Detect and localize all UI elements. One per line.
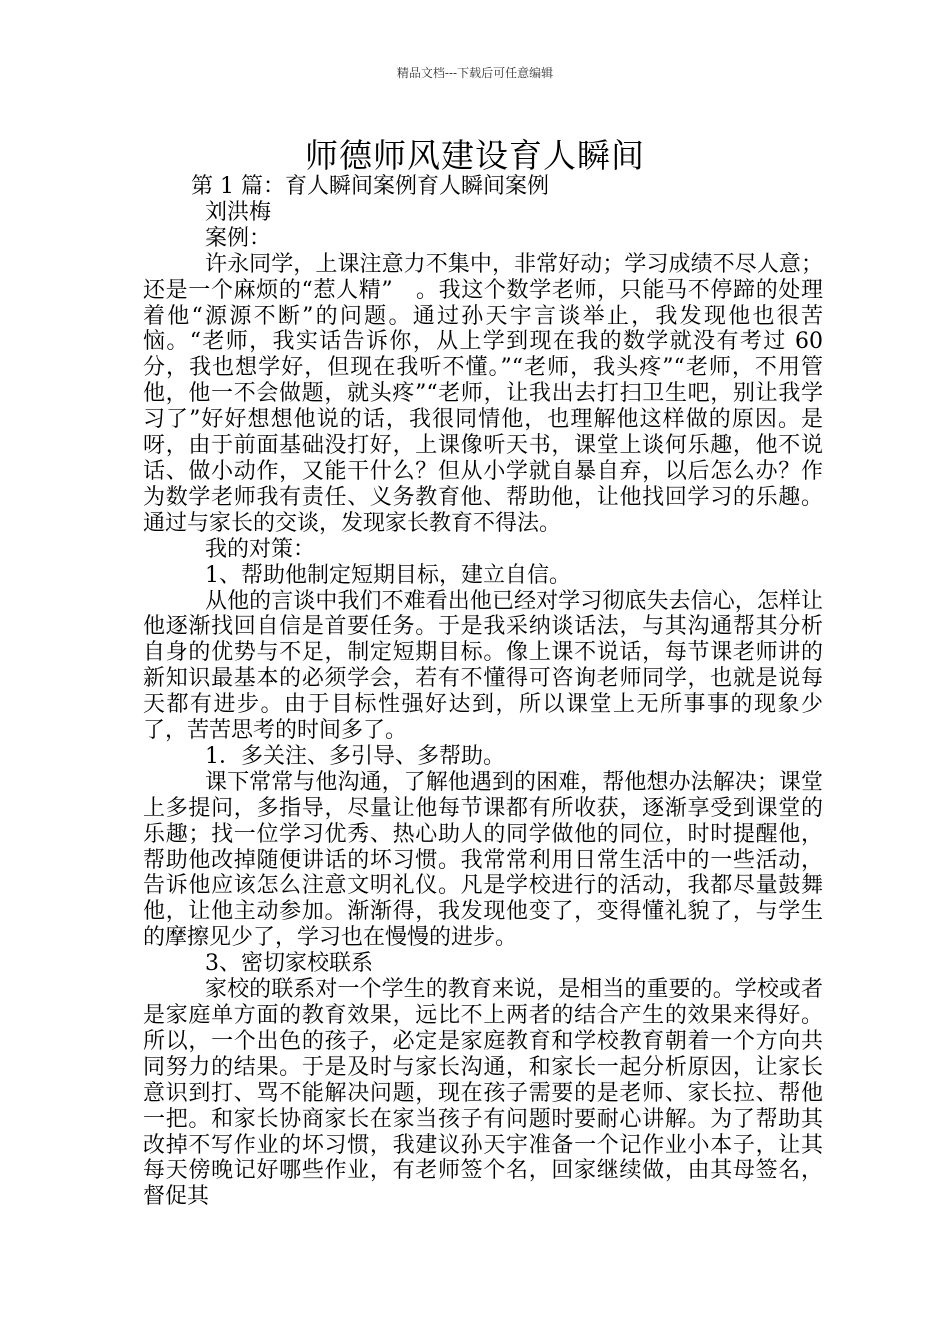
author-name: 刘洪梅	[205, 199, 272, 225]
strategy3-paragraph: 家校的联系对一个学生的教育来说，是相当的重要的。学校或者是家庭单方面的教育效果，远比不上两者的结合产生的效果来得好。所以，一个出色的孩子，必定是家庭教育和学校教育朝着一个方向共同努力的结果。于是及时与家长沟通，和家长一起分析原因，让家长意识到打、骂不能解决问题，现在孩子需要的是老师、家长拉、帮他一把。和家长协商家长在家当孩子有问题时要耐心讲解。为了帮助其改掉不写作业的坏习惯，我建议孙天宇准备一个记作业小本子，让其每天傍晚记好哪些作业，有老师签个名，回家继续做，由其母签名，督促其	[143, 977, 823, 1210]
document-body	[143, 174, 823, 1210]
document-subtitle: 第 1 篇：育人瞬间案例育人瞬间案例	[191, 174, 549, 199]
strategy2-paragraph: 课下常常与他沟通，了解他遇到的困难，帮他想办法解决；课堂上多提问，多指导，尽量让他每节课都有所收获，逐渐享受到课堂的乐趣；找一位学习优秀、热心助人的同学做他的同位，时时提醒他，帮助他改掉随便讲话的坏习惯。我常常利用日常生活中的一些活动，告诉他应该怎么注意文明礼仪。凡是学校进行的活动，我都尽量鼓舞他，让他主动参加。渐渐得，我发现他变了，变得懂礼貌了，与学生的摩擦见少了，学习也在慢慢的进步。	[143, 769, 823, 951]
strategy3-heading: 3、密切家校联系	[205, 951, 373, 977]
strategy1-paragraph: 从他的言谈中我们不难看出他已经对学习彻底失去信心，怎样让他逐渐找回自信是首要任务。于是我采纳谈话法，与其沟通帮其分析自身的优势与不足，制定短期目标。像上课不说话，每节课老师讲的新知识最基本的必须学会，若有不懂得可咨询老师同学，也就是说每天都有进步。由于目标性强好达到，所以课堂上无所事事的现象少了，苦苦思考的时间多了。	[143, 588, 823, 744]
strategy2-heading: 1．多关注、多引导、多帮助。	[205, 743, 505, 769]
case-label: 案例：	[205, 225, 272, 251]
strategy1-heading: 1、帮助他制定短期目标，建立自信。	[205, 562, 571, 588]
case-paragraph: 许永同学，上课注意力不集中，非常好动；学习成绩不尽人意；还是一个麻烦的“惹人精” 。我这个数学老师，只能马不停蹄的处理着他“源源不断”的问题。通过孙天宇言谈举止，我发现他也很苦恼。“老师，我实话告诉你，从上学到现在我的数学就没有考过 60 分，我也想学好，但现在我听不懂。”“老师，我头疼”“老师，不用管他，他一不会做题，就头疼”“老师，让我出去打扫卫生吧，别让我学习了”好好想想他说的话，我很同情他，也理解他这样做的原因。是呀，由于前面基础没打好，上课像听天书，课堂上谈何乐趣，他不说话、做小动作，又能干什么？但从小学就自暴自弃，以后怎么办？作为数学老师我有责任、义务教育他、帮助他，让他找回学习的乐趣。通过与家长的交谈，发现家长教育不得法。	[143, 251, 823, 536]
page-header: 精品文档---下载后可任意编辑	[396, 66, 554, 80]
strategy-label: 我的对策：	[205, 536, 316, 562]
document-title: 师德师风建设育人瞬间	[305, 136, 645, 175]
